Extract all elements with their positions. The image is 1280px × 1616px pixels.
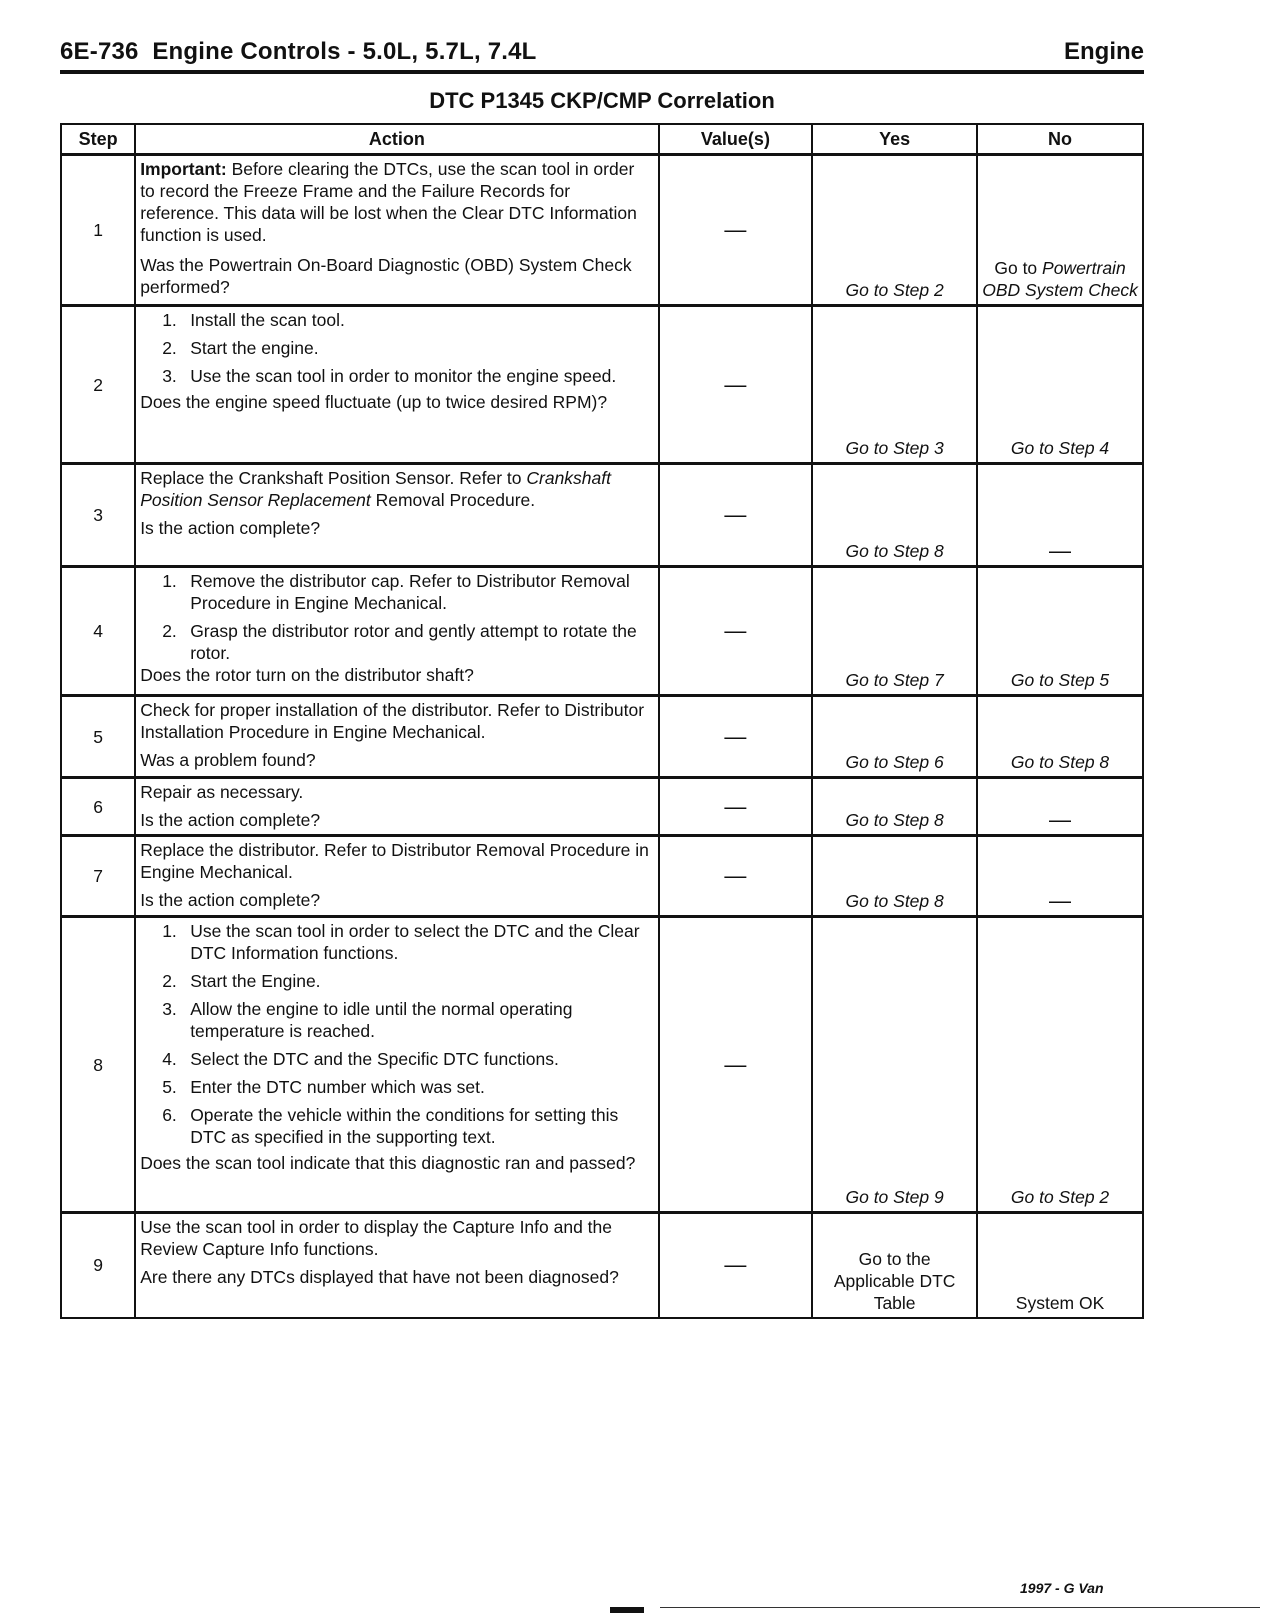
chapter-title: Engine: [1063, 38, 1144, 65]
list-item: [140, 970, 653, 992]
question: Was the Powertrain On-Board Diagnostic (OBD) System Check performed?: [140, 255, 632, 297]
no-cell: —: [977, 464, 1143, 567]
footer-model-year: 1997 - G Van: [1020, 1580, 1104, 1596]
step-number: 9: [61, 1213, 135, 1318]
list-number: 4.: [162, 1049, 177, 1069]
action-cell: [135, 567, 658, 696]
footer-mark: [610, 1607, 644, 1613]
list-text: Grasp the distributor rotor and gently attempt to rotate the rotor.: [190, 621, 637, 663]
column-header-values: Value(s): [659, 124, 813, 155]
column-header-yes: Yes: [812, 124, 977, 155]
list-text: Operate the vehicle within the conditions for setting this DTC as specified in the supporting text.: [190, 1105, 619, 1147]
page-title: DTC P1345 CKP/CMP Correlation: [429, 88, 775, 113]
yes-cell: Go to Step 2: [812, 155, 977, 306]
list-item: [140, 1048, 653, 1070]
important-label: Important:: [140, 159, 227, 179]
yes-cell: Go to Step 9: [812, 917, 977, 1213]
list-number: 1.: [162, 571, 177, 591]
list-text: Remove the distributor cap. Refer to Distributor Removal Procedure in Engine Mechanical.: [190, 571, 630, 613]
list-number: 3.: [162, 999, 177, 1019]
action-cell: [135, 1213, 658, 1318]
footer-rule: [660, 1607, 1260, 1608]
list-item: [140, 570, 653, 614]
table-row: [61, 464, 1143, 567]
step-number: 5: [61, 696, 135, 778]
list-number: 5.: [162, 1077, 177, 1097]
table-row: [61, 778, 1143, 836]
step-number: 7: [61, 836, 135, 917]
no-link-text: Powertrain OBD System Check: [982, 258, 1138, 300]
text-part: Removal Procedure.: [370, 490, 536, 510]
no-cell: Go to Step 2: [977, 917, 1143, 1213]
list-text: Install the scan tool.: [190, 310, 345, 330]
yes-cell: Go to Step 6: [812, 696, 977, 778]
action-cell: [135, 306, 658, 464]
list-number: 6.: [162, 1105, 177, 1125]
header-rule: [60, 70, 1144, 74]
value-cell: —: [659, 778, 813, 836]
list-number: 1.: [162, 310, 177, 330]
instruction-text: Check for proper installation of the distributor. Refer to Distributor Installation Procedure in Engine Mechanical.: [140, 700, 645, 742]
instruction-list: [140, 920, 653, 1148]
important-note: [140, 158, 653, 246]
text-part: Replace the Crankshaft Position Sensor. Refer to: [140, 468, 527, 488]
procedure-reference: Crankshaft Position Sensor Replacement: [140, 468, 611, 510]
action-cell: [135, 917, 658, 1213]
column-header-step: Step: [61, 124, 135, 155]
table-row: [61, 306, 1143, 464]
yes-cell: Go to Step 3: [812, 306, 977, 464]
value-cell: —: [659, 306, 813, 464]
table-row: [61, 836, 1143, 917]
step-number: 4: [61, 567, 135, 696]
list-text: Select the DTC and the Specific DTC functions.: [190, 1049, 559, 1069]
column-header-action: Action: [135, 124, 658, 155]
list-item: [140, 998, 653, 1042]
action-cell: [135, 464, 658, 567]
yes-cell: Go to Step 8: [812, 778, 977, 836]
list-item: [140, 365, 653, 387]
list-item: [140, 1104, 653, 1148]
value-cell: —: [659, 696, 813, 778]
list-text: Use the scan tool in order to monitor the engine speed.: [190, 366, 617, 386]
question: Is the action complete?: [140, 810, 321, 830]
table-row: [61, 155, 1143, 306]
step-number: 1: [61, 155, 135, 306]
action-cell: [135, 155, 658, 306]
list-number: 3.: [162, 366, 177, 386]
table-row: [61, 1213, 1143, 1318]
instruction-text: Use the scan tool in order to display the Capture Info and the Review Capture Info functions.: [140, 1217, 613, 1259]
value-cell: —: [659, 1213, 813, 1318]
list-item: [140, 337, 653, 359]
question: Does the engine speed fluctuate (up to twice desired RPM)?: [140, 392, 608, 412]
value-cell: —: [659, 567, 813, 696]
question: Was a problem found?: [140, 750, 316, 770]
no-cell: System OK: [977, 1213, 1143, 1318]
diagnostic-table: [60, 123, 1144, 1319]
step-number: 8: [61, 917, 135, 1213]
question: Does the rotor turn on the distributor shaft?: [140, 665, 474, 685]
list-text: Start the engine.: [190, 338, 319, 358]
list-text: Allow the engine to idle until the normal operating temperature is reached.: [190, 999, 573, 1041]
action-cell: [135, 836, 658, 917]
yes-cell: Go to Step 8: [812, 464, 977, 567]
value-cell: —: [659, 917, 813, 1213]
yes-cell: Go to the Applicable DTC Table: [812, 1213, 977, 1318]
important-text: Before clearing the DTCs, use the scan tool in order to record the Freeze Frame and the Failure Records for reference. This data will be lost when the Clear DTC Information function is used.: [140, 159, 637, 245]
instruction-list: [140, 309, 653, 387]
table-header-row: [61, 124, 1143, 155]
instruction-text: Repair as necessary.: [140, 782, 304, 802]
instruction-text: Replace the distributor. Refer to Distributor Removal Procedure in Engine Mechanical.: [140, 840, 649, 882]
column-header-no: No: [977, 124, 1143, 155]
list-item: [140, 620, 653, 664]
instruction-text: [140, 467, 653, 511]
list-number: 2.: [162, 971, 177, 991]
question: Are there any DTCs displayed that have not been diagnosed?: [140, 1267, 619, 1287]
yes-cell: Go to Step 8: [812, 836, 977, 917]
no-cell: —: [977, 836, 1143, 917]
action-cell: [135, 778, 658, 836]
no-cell: Go to Step 8: [977, 696, 1143, 778]
question: Does the scan tool indicate that this diagnostic ran and passed?: [140, 1153, 636, 1173]
list-item: [140, 1076, 653, 1098]
value-cell: —: [659, 836, 813, 917]
value-cell: —: [659, 155, 813, 306]
table-row: [61, 567, 1143, 696]
yes-cell: Go to Step 7: [812, 567, 977, 696]
step-number: 6: [61, 778, 135, 836]
question: Is the action complete?: [140, 890, 321, 910]
step-number: 2: [61, 306, 135, 464]
list-item: [140, 920, 653, 964]
table-row: [61, 917, 1143, 1213]
instruction-list: [140, 570, 653, 664]
list-item: [140, 309, 653, 331]
page-header: [60, 38, 1144, 72]
no-cell: Go to Step 5: [977, 567, 1143, 696]
question: Is the action complete?: [140, 518, 321, 538]
list-number: 2.: [162, 621, 177, 641]
no-prefix: Go to: [994, 258, 1043, 278]
table-row: [61, 696, 1143, 778]
section-title: 6E-736 Engine Controls - 5.0L, 5.7L, 7.4L: [60, 38, 537, 65]
no-cell: [977, 155, 1143, 306]
no-cell: Go to Step 4: [977, 306, 1143, 464]
list-text: Use the scan tool in order to select the DTC and the Clear DTC Information functions.: [190, 921, 640, 963]
value-cell: —: [659, 464, 813, 567]
list-text: Start the Engine.: [190, 971, 321, 991]
list-text: Enter the DTC number which was set.: [190, 1077, 485, 1097]
list-number: 2.: [162, 338, 177, 358]
list-number: 1.: [162, 921, 177, 941]
step-number: 3: [61, 464, 135, 567]
no-cell: —: [977, 778, 1143, 836]
action-cell: [135, 696, 658, 778]
